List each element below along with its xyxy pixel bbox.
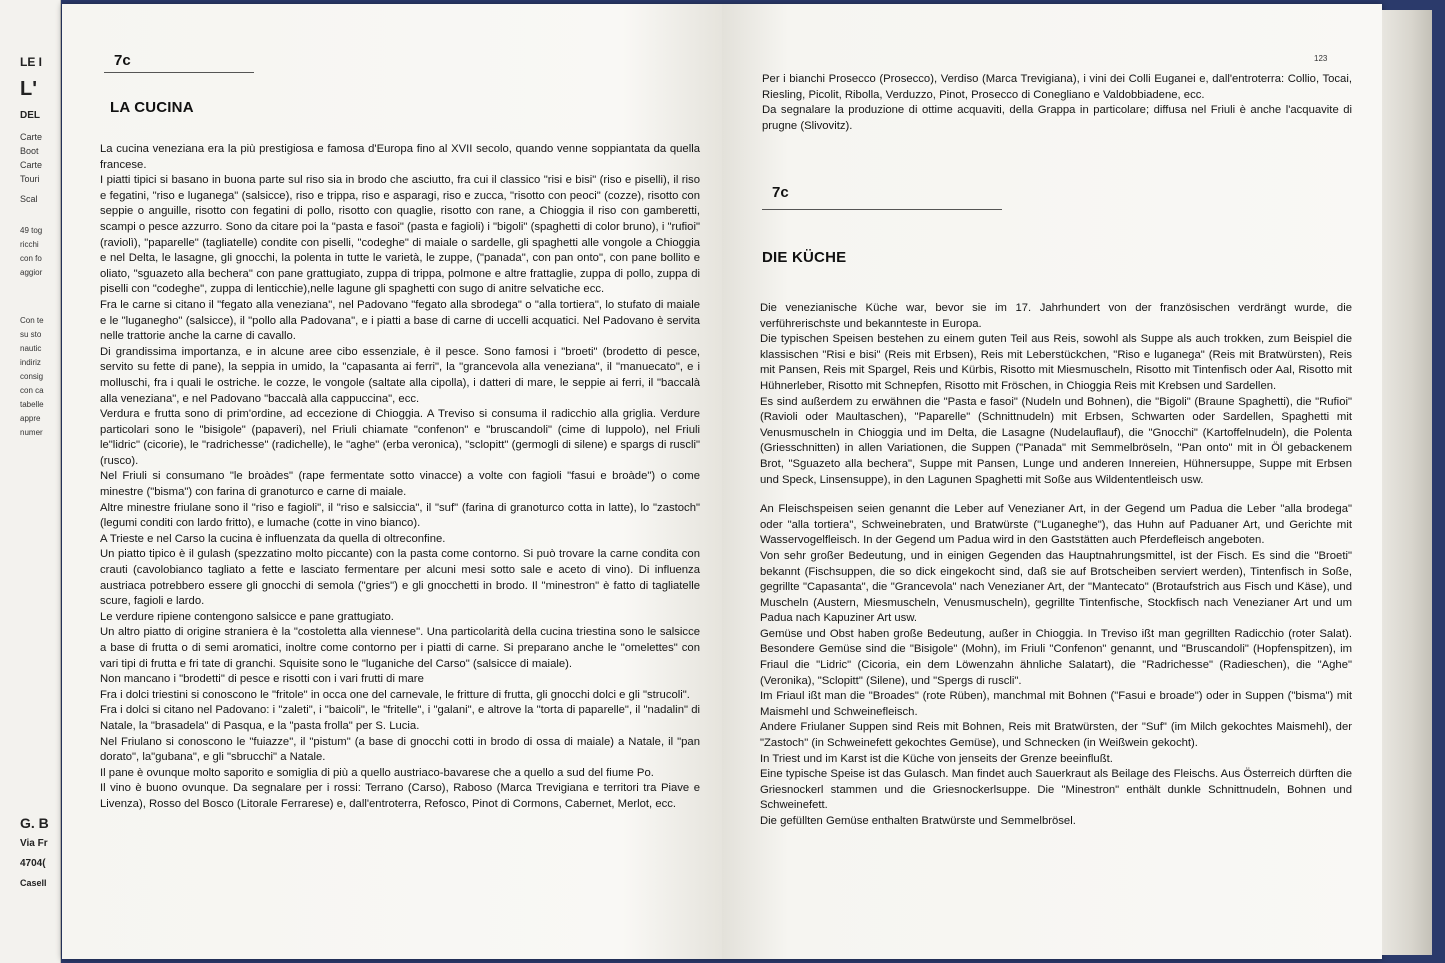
paragraph: Die typischen Speisen bestehen zu einem guten Teil aus Reis, sowohl als Suppe als auch trokken, zum Beispiel die klassischen "Risi e bisi" (Reis mit Erbsen), Reis mit Leberstückchen, "Riso e luganega" (Reis mit Bratwürsten), Reis mit Pansen, Reis mit Spargel, Reis und Kürbis, Risotto mit Miesmuscheln, Risotto mit Tintenfisch oder Aal, Risotto mit Hühnerleber, Risotto mit Schnepfen, Risotto mit Fröschen, in Chioggia Reis mit Krebsen und Sardellen. xyxy=(760,333,1352,392)
paragraph: Fra le carne si citano il "fegato alla veneziana", nel Padovano "fegato alla sbrodega" o "alla tortiera", lo stufato di maiale e le "luganegho" (salsicce), il "pollo alla Padovana", e i piatti a base di carne di uccelli acquatici. Nel Padovano è servita nelle trattorie anche la carne di cavallo. xyxy=(100,298,700,343)
paragraph: Il vino è buono ovunque. Da segnalare per i rossi: Terrano (Carso), Raboso (Marca Trevigiana e territori tra Piave e Livenza), Rosso del Bosco (Litorale Ferrarese) e, dall'entroterra, Refosco, Pinot di Cormons, Cabernet, Merlot, ecc. xyxy=(100,782,700,810)
section-rule xyxy=(104,72,254,73)
under-page-line: Touri xyxy=(20,174,40,184)
under-page-line: numer xyxy=(20,428,43,437)
section-heading: DIE KÜCHE xyxy=(762,249,847,266)
under-page-line: con ca xyxy=(20,386,44,395)
paragraph: Von sehr großer Bedeutung, und in einigen Gegenden das Hauptnahrungsmittel, ist der Fisch. Es sind die "Broeti" bekannt (Fischsuppen, die so dick eingekocht sind, daß sie auf Brotscheiben serviert werden), Tintenfisch in Soße, gegrillte "Capasanta", die "Grancevola" nach Venezianer Art, der "Mantecato" (Brotaufstrich aus Fisch und Käse), und Muscheln (Austern, Miesmuscheln, Venusmuscheln), gegrillte Tintenfische, Stockfisch nach Venezianer Art und um Padua nach Kapuziner Art usw. xyxy=(760,549,1352,625)
left-page xyxy=(62,4,722,959)
paragraph: Die gefüllten Gemüse enthalten Bratwürste und Semmelbrösel. xyxy=(760,815,1076,827)
paragraph: Die venezianische Küche war, bevor sie im 17. Jahrhundert von der französischen verdrängt wurde, die verführerischste und bekannteste in Europa. xyxy=(760,302,1352,330)
under-page-line: Casell xyxy=(20,878,47,888)
paragraph: In Triest und im Karst ist die Küche von jenseits der Grenze beeinflußt. xyxy=(760,752,1113,765)
body-text xyxy=(760,301,1352,830)
paragraph: A Trieste e nel Carso la cucina è influenzata da quella di oltreconfine. xyxy=(100,532,446,545)
paragraph: Le verdure ripiene contengono salsicce e pane grattugiato. xyxy=(100,610,394,623)
paragraph: Fra i dolci si citano nel Padovano: i "zaleti", i "baicoli", le "fritelle", i "galani", e altrove la "torta di paparelle", il "nadalin" di Natale, la "brasadela" di Pasqua, e la "pasta frolla" per S. Lucia. xyxy=(100,704,700,732)
paragraph: Un altro piatto di origine straniera è la "costoletta alla viennese". Una particolarità della cucina triestina sono le salsicce a base di frutta o di semi aromatici, inoltre come contorno per i piatti di carne. Si preparano anche le "omelettes" con vari tipi di frutta e fri tate di granchi. Squisite sono le "luganiche del Carso" (salsicce di maiale). xyxy=(100,626,700,670)
under-page-line: con fo xyxy=(20,254,42,263)
paragraph: Nel Friuli si consumano "le broàdes" (rape fermentate sotto vinacce) a volte con fagioli "fasui e broàde") o come minestre ("bisma") con farina di granoturco e carne di maiale. xyxy=(100,470,700,499)
under-page-line: DEL xyxy=(20,110,40,121)
paragraph: I piatti tipici si basano in buona parte sul riso sia in brodo che asciutto, fra cui il classico "risi e bisi" (riso e piselli), il riso e fegatini, "riso e luganega" (salsicce), riso e trippa, riso e asparagi, riso e zucca, "risotto con peoci" (cozze), risotto con seppie o anguille, risotto con fegatini di pollo, risotto con quaglie, risotto con rane, a Chioggia il riso con gamberetti, scampi o pesce azzurro. Sono da citare poi la "pasta e fasoi" (pasta e fagioli) i "bigoli" (spaghetti di color bruno), i "rufioi" (raviolì), "paparelle" (tagliatelle) condite con piselli, "codeghe" di maiale o sardelle, gli spaghetti alle vongole a Chioggia e nel Delta, le lasagne, gli gnocchi, la polenta in tutte le varietà, le zuppe, ("panada", con pan onto", con pane bollito e oliato, "sguazeto alla bechera" con pane grattugiato, zuppa di trippa, polmone e altre frattaglie, zuppa di pollo, zuppa di piselli con "codeghe", zuppa di lenticchie),nelle lagune gli spaghetti con sugo di anitre selvatiche ecc. xyxy=(100,174,700,296)
paragraph: Il pane è ovunque molto saporito e somiglia di più a quello austriaco-bavarese che a quello a sud del fiume Po. xyxy=(100,766,654,779)
section-number: 7c xyxy=(114,52,131,69)
under-page-line: Scal xyxy=(20,194,38,204)
under-page-line: su sto xyxy=(20,330,42,339)
under-page-line: aggior xyxy=(20,268,43,277)
under-page-line: L' xyxy=(20,78,37,100)
paragraph: Altre minestre friulane sono il "riso e fagioli", il "riso e salsiccia", il "suf" (farina di granoturco cotta in latte), lo "zastoch" (legumi conditi con lardo fritto), e lumache (cotte in vino bianco). xyxy=(100,501,700,530)
paragraph: Per i bianchi Prosecco (Prosecco), Verdiso (Marca Trevigiana), i vini dei Colli Euganei e, dall'entroterra: Collio, Tocai, Riesling, Picolit, Ribolla, Verduzzo, Pinot, Prosecco di Conegliano e Valdobbiadene, ecc. xyxy=(762,73,1352,101)
under-page-line: Carte xyxy=(20,132,43,142)
body-text xyxy=(100,142,700,813)
under-page-line: G. B xyxy=(20,815,49,831)
page-edges xyxy=(1382,10,1432,955)
paragraph: Non mancano i "brodetti" di pesce e risotti con i vari frutti di mare xyxy=(100,673,424,686)
under-page-line: appre xyxy=(20,414,41,423)
under-page-line: Boot xyxy=(20,146,39,156)
paragraph: Es sind außerdem zu erwähnen die "Pasta e fasoi" (Nudeln und Bohnen), die "Bigoli" (Braune Spaghetti), die "Rufioi" (Ravioli oder Maultaschen), "Paparelle" (Schnittnudeln) mit Erbsen, Schwarten oder Sardellen, Spaghetti mit Venusmuscheln in Chioggia und im Delta, die Lasagne (Nudelauflauf), die "Gnocchi" (Kartoffelnudeln), die Polenta (Griesschnitten) in allen Variationen, die Suppen ("Panada" mit Semmelbröseln, "Pan onto" mit in Öl gebackenem Brot, "Sguazeto alla bechera", Suppe mit Pansen, Lunge und anderen Innereien, Hühnersuppe, Suppe mit Erbsen und Speck, Linsensuppe), in den Lagunen Spaghetti mit Soße aus Wildententleisch usw. xyxy=(760,395,1352,486)
paragraph: An Fleischspeisen seien genannt die Leber auf Venezianer Art, in der Gegend um Padua die Leber "alla brodega" oder "alla tortiera", Schweinebraten, und Bratwürste ("Luganeghe"), das Huhn auf Paduaner Art, und Gerichte mit Wasservogelfleisch. In der Gegend um Padua wird in den Gaststätten auch Pferdefleisch angeboten. xyxy=(760,503,1352,547)
under-page-line: Con te xyxy=(20,316,44,325)
under-page-line: Via Fr xyxy=(20,838,48,849)
under-page-line: nautic xyxy=(20,344,42,353)
paragraph: Da segnalare la produzione di ottime acquaviti, della Grappa in particolare; diffusa nel Friuli è anche l'acquavite di prugne (Slivovitz). xyxy=(762,104,1352,132)
paragraph: Andere Friulaner Suppen sind Reis mit Bohnen, Reis mit Bratwürsten, der "Suf" (im Milch gekochtes Maismehl), der "Zastoch" (in Schweinefett gekochtes Gemüse), und Schnecken (in Weißwein gekocht). xyxy=(760,721,1352,750)
under-page-line: consig xyxy=(20,372,44,381)
section-rule xyxy=(762,209,1002,210)
underlying-page xyxy=(0,0,61,963)
section-number: 7c xyxy=(772,184,789,201)
paragraph: Eine typische Speise ist das Gulasch. Man findet auch Sauerkraut als Beilage des Fleischs. Aus Österreich dürften die Griesnockerl stammen und die Griesnockerlsuppe. Die "Minestron" enthält dunkle Schnittnudeln, Bohnen und Schweinefett. xyxy=(760,768,1352,812)
section-heading: LA CUCINA xyxy=(110,99,194,116)
paragraph: Un piatto tipico è il gulash (spezzatino molto piccante) con la pasta come contorno. Si può trovare la carne condita con crauti (cavolobianco tagliato a fette e lasciato fermentare per alcuni mesi sotto sale e aceto di vino). Di influenza austriaca potrebbero essere gli gnocchi di semola ("gries") e gli gnocchetti in brodo. Il "minestron" è fatto di tagliatelle scure, fagioli e lardo. xyxy=(100,548,700,608)
under-page-line: indiriz xyxy=(20,358,41,367)
book-spread xyxy=(62,4,1382,959)
paragraph: Gemüse und Obst haben große Bedeutung, außer in Chioggia. In Treviso ißt man gegrillten Radicchio (roter Salat). Besondere Gemüse sind die "Bisigole" (Mohn), im Friuli "Confenon" genannt, und "Bruscandoli" (Hopfenspitzen), im Friaul die "Lidric" (Cicoria, ein dem Löwenzahn ähnliche Salatart), die "Radrichesse" (Radieschen), die "Aghe" (Veronika), "Sclopitt" (Silene), und "Spergs di ruscli". xyxy=(760,627,1352,687)
under-page-line: ricchi xyxy=(20,240,39,249)
paragraph: Nel Friulano si conoscono le "fuiazze", il "pistum" (a base di gnocchi cotti in brodo di ossa di maiale) a Natale, il "pan dorato", la"gubana", e gli "sbrucchi" a Natale. xyxy=(100,735,700,764)
under-page-line: LE I xyxy=(20,55,43,69)
under-page-line: Carte xyxy=(20,160,43,170)
top-text xyxy=(762,72,1352,134)
under-page-line: 49 tog xyxy=(20,226,43,235)
page-number: 123 xyxy=(1314,54,1328,63)
paragraph: Im Friaul ißt man die "Broades" (rote Rüben), manchmal mit Bohnen ("Fasui e broade") oder in Suppen ("bisma") mit Maismehl und Schweinefleisch. xyxy=(760,690,1352,718)
paragraph: Fra i dolci triestini si conoscono le "fritole" in occa one del carnevale, le fritture di frutta, gli gnocchi dolci e gli "strucoli". xyxy=(100,688,690,701)
right-page xyxy=(722,4,1382,959)
under-page-line: 4704( xyxy=(20,858,46,869)
paragraph: Verdura e frutta sono di prim'ordine, ad eccezione di Chioggia. A Treviso si consuma il radicchio alla griglia. Verdure particolari sono le "bisigole" (papaveri), nel Friuli chiamate "confenon" e "bruscandoli" (cime di luppolo), nel Friuli le"lidric" (cicorie), le "radrichesse" (radichelle), le "aghe" (erba veronica), "sclopitt" (germogli di silene) e spargs di ruscli" (rusco). xyxy=(100,408,700,467)
paragraph: La cucina veneziana era la più prestigiosa e famosa d'Europa fino al XVII secolo, quando venne soppiantata da quella francese. xyxy=(100,143,700,171)
paragraph: Di grandissima importanza, e in alcune aree cibo essenziale, è il pesce. Sono famosi i "broeti" (brodetto di pesce, servito su fette di pane), la seppia in umido, la "capasanta ai ferri", la "grancevola alla veneziana", il "manuecato", e i molluschi, fra i quali le ostriche. le cozze, le vongole (saltate alla cipolla), i datteri di mare, le seppie ai ferri, il "baccalà alla veneziana", e nel Padovano "baccalà alla cappuccina", ecc. xyxy=(100,345,700,405)
under-page-line: tabelle xyxy=(20,400,44,409)
